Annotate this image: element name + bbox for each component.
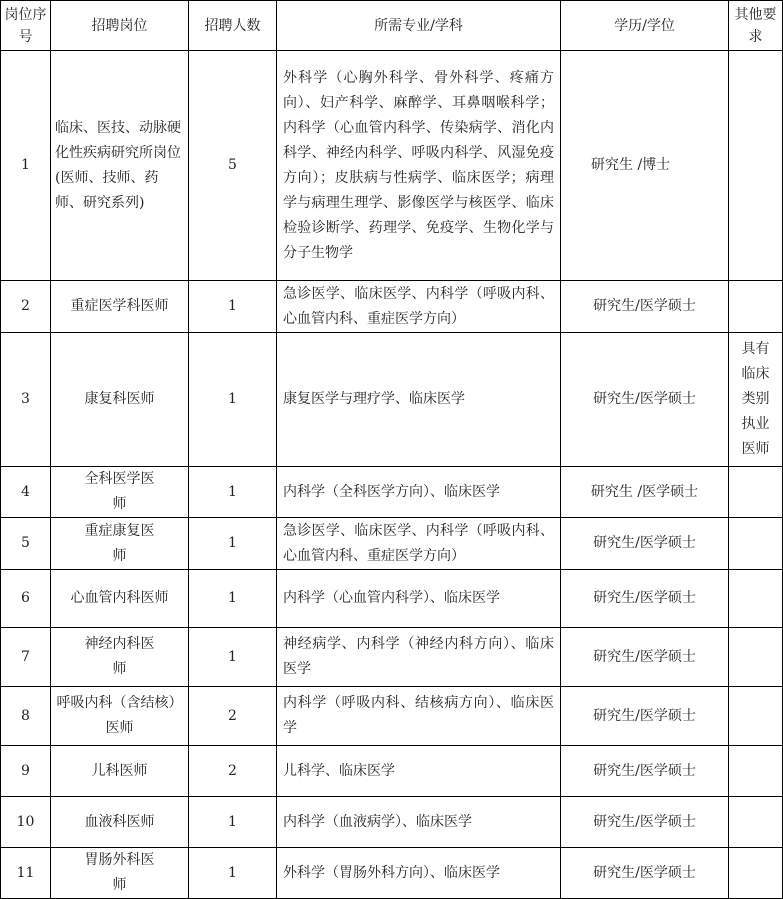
other-cell	[729, 746, 783, 797]
count-cell: 1	[189, 281, 277, 333]
seq-cell: 3	[1, 333, 51, 467]
header-row	[1, 1, 783, 51]
degree-cell: 研究生/医学硕士	[561, 746, 729, 797]
seq-cell: 10	[1, 797, 51, 848]
post-cell: 心血管内科医师	[51, 570, 189, 628]
header-post: 招聘岗位	[51, 1, 189, 51]
count-cell: 2	[189, 746, 277, 797]
degree-cell: 研究生/医学硕士	[561, 687, 729, 746]
major-cell: 儿科学、临床医学	[277, 746, 561, 797]
header-major: 所需专业/学科	[277, 1, 561, 51]
degree-cell: 研究生/医学硕士	[561, 570, 729, 628]
degree-cell: 研究生/医学硕士	[561, 518, 729, 570]
major-cell: 急诊医学、临床医学、内科学（呼吸内科、心血管内科、重症医学方向）	[277, 518, 561, 570]
count-cell: 2	[189, 687, 277, 746]
post-cell: 胃肠外科医师	[51, 848, 189, 899]
degree-cell: 研究生/医学硕士	[561, 281, 729, 333]
other-cell	[729, 687, 783, 746]
header-degree: 学历/学位	[561, 1, 729, 51]
table-row	[1, 51, 783, 281]
header-other: 其他要求	[729, 1, 783, 51]
count-cell: 1	[189, 797, 277, 848]
other-cell	[729, 628, 783, 687]
other-cell	[729, 570, 783, 628]
seq-cell: 5	[1, 518, 51, 570]
table-row	[1, 281, 783, 333]
seq-cell: 8	[1, 687, 51, 746]
table-row	[1, 848, 783, 899]
seq-cell: 6	[1, 570, 51, 628]
post-cell: 呼吸内科（含结核）医师	[51, 687, 189, 746]
other-cell	[729, 281, 783, 333]
table-row	[1, 467, 783, 518]
count-cell: 5	[189, 51, 277, 281]
table-row	[1, 333, 783, 467]
count-cell: 1	[189, 333, 277, 467]
count-cell: 1	[189, 518, 277, 570]
count-cell: 1	[189, 467, 277, 518]
post-cell: 康复科医师	[51, 333, 189, 467]
count-cell: 1	[189, 628, 277, 687]
header-seq: 岗位序号	[1, 1, 51, 51]
count-cell: 1	[189, 570, 277, 628]
post-cell: 重症医学科医师	[51, 281, 189, 333]
seq-cell: 4	[1, 467, 51, 518]
table-row	[1, 687, 783, 746]
major-cell: 急诊医学、临床医学、内科学（呼吸内科、心血管内科、重症医学方向）	[277, 281, 561, 333]
count-cell: 1	[189, 848, 277, 899]
table-row	[1, 797, 783, 848]
post-cell: 神经内科医师	[51, 628, 189, 687]
other-cell	[729, 848, 783, 899]
post-cell: 全科医学医师	[51, 467, 189, 518]
major-cell: 内科学（心血管内科学）、临床医学	[277, 570, 561, 628]
degree-cell: 研究生/医学硕士	[561, 628, 729, 687]
table-row	[1, 746, 783, 797]
post-cell: 儿科医师	[51, 746, 189, 797]
major-cell: 内科学（呼吸内科、结核病方向）、临床医学	[277, 687, 561, 746]
post-cell: 临床、医技、动脉硬化性疾病研究所岗位(医师、技师、药师、研究系列)	[51, 51, 189, 281]
table-row	[1, 570, 783, 628]
table-row	[1, 628, 783, 687]
major-cell: 康复医学与理疗学、临床医学	[277, 333, 561, 467]
header-count: 招聘人数	[189, 1, 277, 51]
seq-cell: 1	[1, 51, 51, 281]
other-cell	[729, 797, 783, 848]
seq-cell: 7	[1, 628, 51, 687]
major-cell: 外科学（胃肠外科方向）、临床医学	[277, 848, 561, 899]
degree-cell: 研究生/医学硕士	[561, 797, 729, 848]
post-cell: 重症康复医师	[51, 518, 189, 570]
major-cell: 内科学（血液病学）、临床医学	[277, 797, 561, 848]
degree-cell: 研究生 /博士	[561, 51, 729, 281]
table-row	[1, 518, 783, 570]
degree-cell: 研究生/医学硕士	[561, 333, 729, 467]
other-cell	[729, 518, 783, 570]
other-cell	[729, 467, 783, 518]
other-cell: 具有临床类别执业医师	[729, 333, 783, 467]
seq-cell: 2	[1, 281, 51, 333]
post-cell: 血液科医师	[51, 797, 189, 848]
seq-cell: 9	[1, 746, 51, 797]
other-cell	[729, 51, 783, 281]
major-cell: 神经病学、内科学（神经内科方向）、临床医学	[277, 628, 561, 687]
degree-cell: 研究生 /医学硕士	[561, 467, 729, 518]
seq-cell: 11	[1, 848, 51, 899]
degree-cell: 研究生/医学硕士	[561, 848, 729, 899]
major-cell: 内科学（全科医学方向）、临床医学	[277, 467, 561, 518]
major-cell: 外科学（心胸外科学、骨外科学、疼痛方向）、妇产科学、麻醉学、耳鼻咽喉科学；内科学（心血管内科学、传染病学、消化内科学、神经内科学、呼吸内科学、风湿免疫方向）；皮肤病与性病学、临床医学；病理学与病理生理学、影像医学与核医学、临床检验诊断学、药理学、免疫学、生物化学与分子生物学	[277, 51, 561, 281]
